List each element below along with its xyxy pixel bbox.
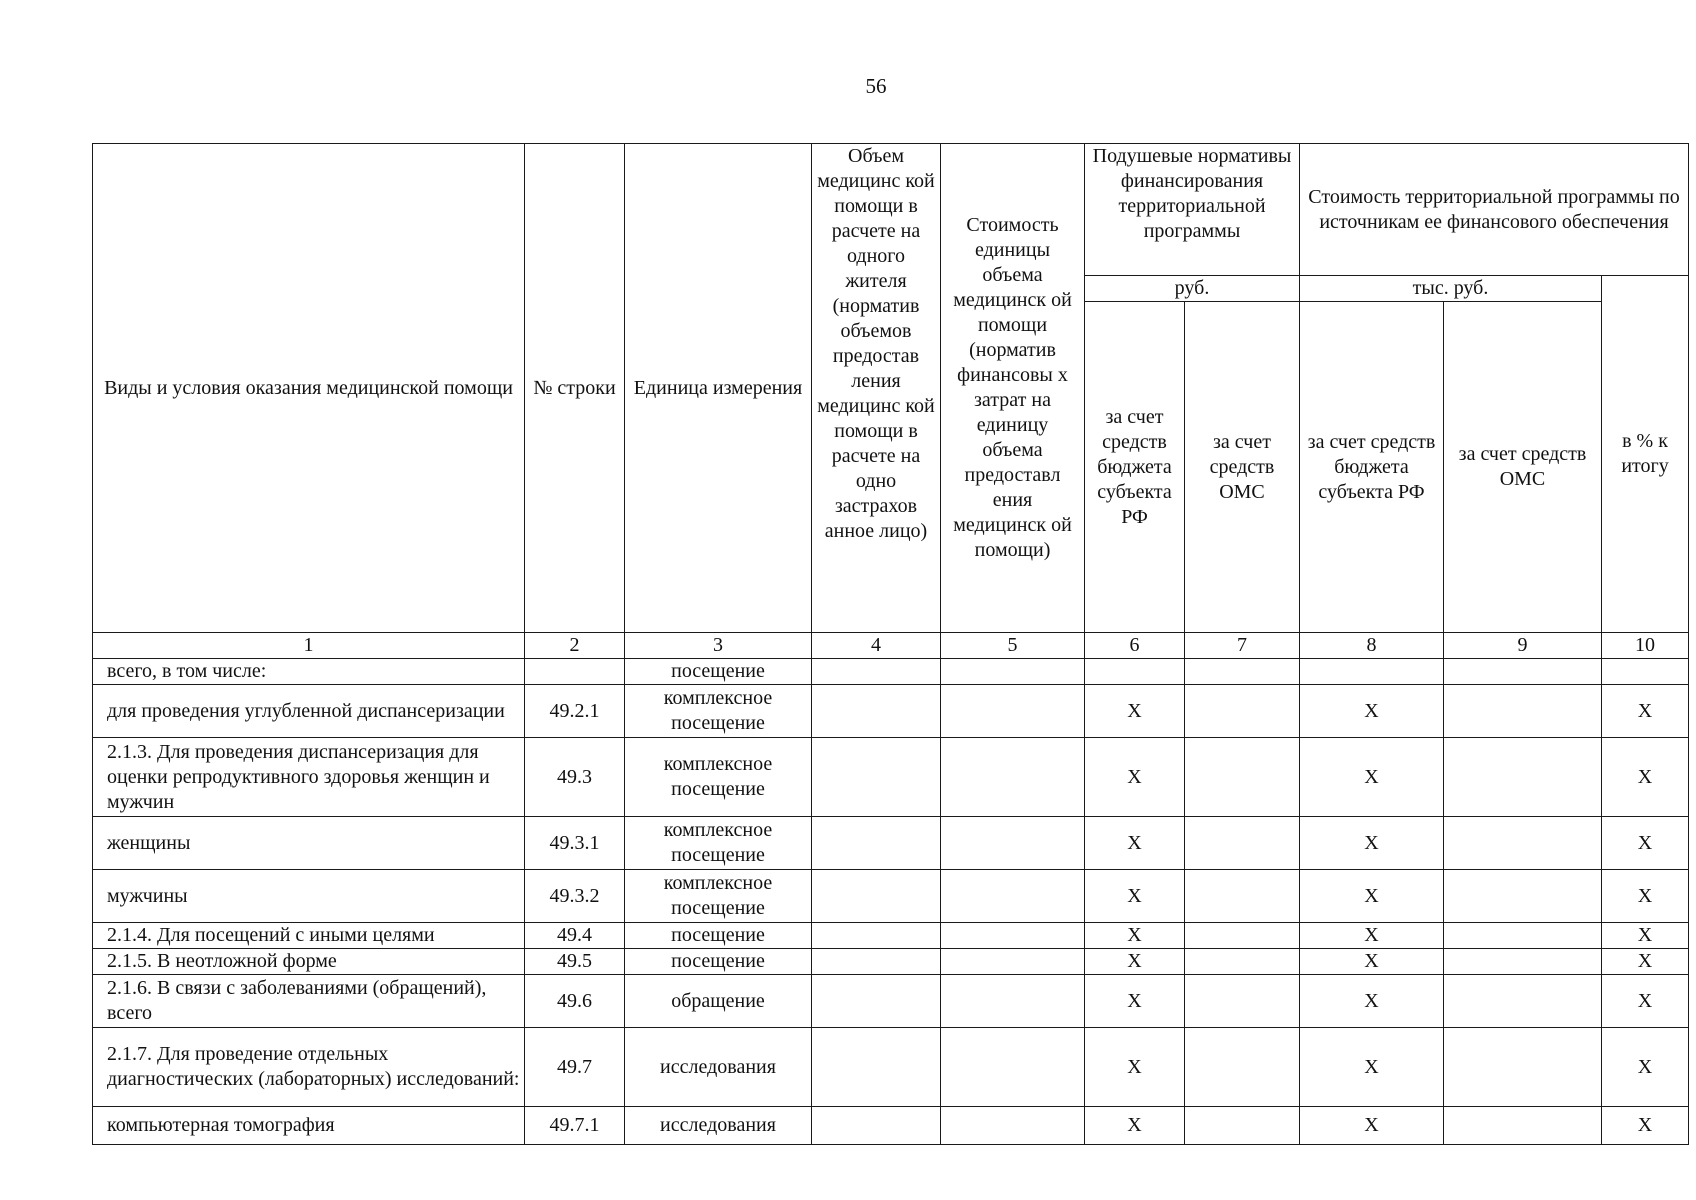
row-budget-rf-thousand: X — [1300, 923, 1444, 949]
row-budget-rf-rub: X — [1085, 975, 1185, 1028]
table-row — [93, 975, 1689, 1028]
row-oms-rub — [1185, 975, 1300, 1028]
column-number: 4 — [812, 633, 941, 659]
row-cost-unit — [941, 817, 1085, 870]
row-budget-rf-thousand: X — [1300, 738, 1444, 817]
row-unit: исследования — [625, 1028, 812, 1107]
header-unit: Единица измерения — [625, 144, 812, 633]
column-number: 10 — [1602, 633, 1689, 659]
row-percent-total: X — [1602, 923, 1689, 949]
row-volume — [812, 1028, 941, 1107]
table-row — [93, 949, 1689, 975]
row-budget-rf-rub: X — [1085, 949, 1185, 975]
row-oms-rub — [1185, 659, 1300, 685]
table-row — [93, 817, 1689, 870]
row-budget-rf-thousand: X — [1300, 817, 1444, 870]
row-oms-thousand — [1444, 923, 1602, 949]
row-oms-rub — [1185, 1107, 1300, 1145]
row-volume — [812, 659, 941, 685]
header-per-capita: Подушевые нормативы финансирования территориальной программы — [1085, 144, 1300, 276]
page-number: 56 — [865, 74, 887, 98]
row-name: 2.1.3. Для проведения диспансеризация для оценки репродуктивного здоровья женщин и мужчин — [93, 738, 525, 817]
row-oms-thousand — [1444, 685, 1602, 738]
row-cost-unit — [941, 949, 1085, 975]
table-row — [93, 659, 1689, 685]
row-budget-rf-rub: X — [1085, 817, 1185, 870]
row-percent-total: X — [1602, 685, 1689, 738]
row-budget-rf-thousand: X — [1300, 949, 1444, 975]
row-unit: комплексное посещение — [625, 738, 812, 817]
row-percent-total: X — [1602, 870, 1689, 923]
row-cost-unit — [941, 1028, 1085, 1107]
row-percent-total — [1602, 659, 1689, 685]
header-budget-rf-rub: за счет средств бюджета субъекта РФ — [1085, 302, 1185, 633]
row-unit: обращение — [625, 975, 812, 1028]
column-number: 1 — [93, 633, 525, 659]
row-percent-total: X — [1602, 817, 1689, 870]
row-percent-total: X — [1602, 975, 1689, 1028]
row-unit: посещение — [625, 659, 812, 685]
row-unit: комплексное посещение — [625, 685, 812, 738]
row-oms-rub — [1185, 685, 1300, 738]
row-oms-thousand — [1444, 975, 1602, 1028]
row-budget-rf-thousand: X — [1300, 1028, 1444, 1107]
row-budget-rf-thousand — [1300, 659, 1444, 685]
row-number: 49.3.2 — [525, 870, 625, 923]
row-percent-total: X — [1602, 738, 1689, 817]
header-thousand-rub: тыс. руб. — [1300, 276, 1602, 302]
header-percent-total: в % к итогу — [1602, 276, 1689, 633]
header-cost-unit: Стоимость единицы объема медицинск ой помощи (норматив финансовы х затрат на единицу объема предоставл ения медицинск ой помощи) — [941, 144, 1085, 633]
row-oms-thousand — [1444, 817, 1602, 870]
header-volume: Объем медицинс кой помощи в расчете на одного жителя (норматив объемов предостав ления медицинс кой помощи в расчете на одно застрахов анное лицо) — [812, 144, 941, 633]
row-volume — [812, 685, 941, 738]
table-row — [93, 870, 1689, 923]
row-oms-thousand — [1444, 738, 1602, 817]
header-row-number: № строки — [525, 144, 625, 633]
row-name: компьютерная томография — [93, 1107, 525, 1145]
column-number: 5 — [941, 633, 1085, 659]
row-budget-rf-rub: X — [1085, 685, 1185, 738]
row-number — [525, 659, 625, 685]
header-budget-rf-thousand: за счет средств бюджета субъекта РФ — [1300, 302, 1444, 633]
table-row — [93, 685, 1689, 738]
row-volume — [812, 870, 941, 923]
row-name: мужчины — [93, 870, 525, 923]
row-budget-rf-rub — [1085, 659, 1185, 685]
header-oms-thousand: за счет средств ОМС — [1444, 302, 1602, 633]
row-percent-total: X — [1602, 1107, 1689, 1145]
row-volume — [812, 923, 941, 949]
row-cost-unit — [941, 659, 1085, 685]
row-number: 49.7.1 — [525, 1107, 625, 1145]
row-name: женщины — [93, 817, 525, 870]
row-oms-rub — [1185, 870, 1300, 923]
row-number: 49.2.1 — [525, 685, 625, 738]
header-row-top — [93, 144, 1689, 276]
row-volume — [812, 975, 941, 1028]
row-budget-rf-rub: X — [1085, 738, 1185, 817]
row-cost-unit — [941, 923, 1085, 949]
row-budget-rf-rub: X — [1085, 870, 1185, 923]
row-oms-thousand — [1444, 1107, 1602, 1145]
row-volume — [812, 949, 941, 975]
column-number: 8 — [1300, 633, 1444, 659]
row-oms-rub — [1185, 1028, 1300, 1107]
column-number: 9 — [1444, 633, 1602, 659]
row-percent-total: X — [1602, 949, 1689, 975]
header-kinds: Виды и условия оказания медицинской помощи — [93, 144, 525, 633]
row-number: 49.3 — [525, 738, 625, 817]
row-name: 2.1.4. Для посещений с иными целями — [93, 923, 525, 949]
row-unit: посещение — [625, 923, 812, 949]
row-unit: посещение — [625, 949, 812, 975]
header-oms-rub: за счет средств ОМС — [1185, 302, 1300, 633]
column-number: 7 — [1185, 633, 1300, 659]
table-row — [93, 1107, 1689, 1145]
row-budget-rf-rub: X — [1085, 1028, 1185, 1107]
row-oms-rub — [1185, 923, 1300, 949]
row-oms-rub — [1185, 738, 1300, 817]
row-unit: комплексное посещение — [625, 870, 812, 923]
row-cost-unit — [941, 870, 1085, 923]
row-budget-rf-thousand: X — [1300, 975, 1444, 1028]
table-row — [93, 923, 1689, 949]
row-cost-unit — [941, 1107, 1085, 1145]
column-number: 2 — [525, 633, 625, 659]
row-unit: исследования — [625, 1107, 812, 1145]
row-number: 49.5 — [525, 949, 625, 975]
table-row — [93, 738, 1689, 817]
medical-care-cost-table — [92, 143, 1689, 1145]
row-volume — [812, 817, 941, 870]
table-row — [93, 1028, 1689, 1107]
row-name: 2.1.7. Для проведение отдельных диагностических (лабораторных) исследований: — [93, 1028, 525, 1107]
row-cost-unit — [941, 738, 1085, 817]
row-cost-unit — [941, 685, 1085, 738]
row-budget-rf-thousand: X — [1300, 685, 1444, 738]
column-number: 6 — [1085, 633, 1185, 659]
row-number: 49.6 — [525, 975, 625, 1028]
row-unit: комплексное посещение — [625, 817, 812, 870]
row-number: 49.7 — [525, 1028, 625, 1107]
header-rub: руб. — [1085, 276, 1300, 302]
row-oms-rub — [1185, 949, 1300, 975]
row-budget-rf-rub: X — [1085, 923, 1185, 949]
row-number: 49.3.1 — [525, 817, 625, 870]
row-number: 49.4 — [525, 923, 625, 949]
row-volume — [812, 1107, 941, 1145]
row-oms-thousand — [1444, 949, 1602, 975]
column-number: 3 — [625, 633, 812, 659]
row-budget-rf-rub: X — [1085, 1107, 1185, 1145]
row-volume — [812, 738, 941, 817]
row-cost-unit — [941, 975, 1085, 1028]
row-oms-thousand — [1444, 1028, 1602, 1107]
row-name: 2.1.6. В связи с заболеваниями (обращений), всего — [93, 975, 525, 1028]
row-budget-rf-thousand: X — [1300, 1107, 1444, 1145]
row-name: 2.1.5. В неотложной форме — [93, 949, 525, 975]
row-oms-thousand — [1444, 659, 1602, 685]
row-budget-rf-thousand: X — [1300, 870, 1444, 923]
column-number-row — [93, 633, 1689, 659]
header-program-cost: Стоимость территориальной программы по источникам ее финансового обеспечения — [1300, 144, 1689, 276]
row-name: для проведения углубленной диспансеризации — [93, 685, 525, 738]
row-percent-total: X — [1602, 1028, 1689, 1107]
row-oms-thousand — [1444, 870, 1602, 923]
row-name: всего, в том числе: — [93, 659, 525, 685]
row-oms-rub — [1185, 817, 1300, 870]
